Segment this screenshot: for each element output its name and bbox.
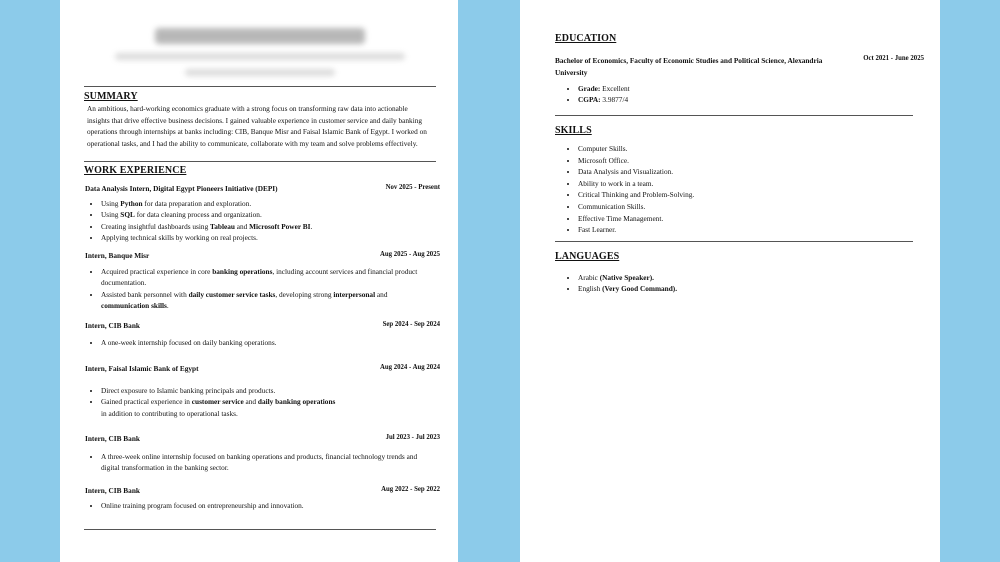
blurred-name xyxy=(155,28,365,44)
skill-item: • Effective Time Management. xyxy=(578,213,878,225)
divider xyxy=(555,241,913,242)
resume-page-2 xyxy=(520,0,940,562)
skill-item: • Ability to work in a team. xyxy=(578,178,878,190)
work-experience-heading: WORK EXPERIENCE xyxy=(84,165,187,176)
education-degree: Bachelor of Economics, Faculty of Economic Studies and Political Science, Alexandria University xyxy=(555,56,823,77)
skill-item: • Data Analysis and Visualization. xyxy=(578,166,878,178)
languages-heading: LANGUAGES xyxy=(555,251,620,262)
job-date: Nov 2025 - Present xyxy=(385,184,440,191)
job-bullet: • Creating insightful dashboards using Tableau and Microsoft Power BI. xyxy=(101,221,431,232)
divider xyxy=(555,115,913,116)
language-item: • Arabic (Native Speaker). xyxy=(578,272,878,283)
job-bullets xyxy=(83,500,431,511)
job-bullet: • Using SQL for data cleaning process and organization. xyxy=(101,209,431,220)
job-title: Intern, CIB Bank xyxy=(85,486,140,495)
skills-heading: SKILLS xyxy=(555,125,592,136)
skill-item: • Communication Skills. xyxy=(578,201,878,213)
job-bullet: • Using Python for data preparation and exploration. xyxy=(101,198,431,209)
summary-heading: SUMMARY xyxy=(84,91,138,102)
skills-list xyxy=(560,143,878,236)
job-title: Intern, CIB Bank xyxy=(85,434,140,443)
job-bullets xyxy=(83,198,431,243)
job-title: Intern, Banque Misr xyxy=(85,251,150,260)
languages-list xyxy=(560,272,878,295)
divider xyxy=(84,161,436,162)
education-cgpa: • CGPA: 3.9877/4 xyxy=(578,94,878,105)
job-bullet: • A one-week internship focused on daily banking operations. xyxy=(101,337,431,348)
blurred-contact-line-1 xyxy=(115,53,405,60)
job-bullets xyxy=(83,451,431,474)
job-bullet: • Online training program focused on entrepreneurship and innovation. xyxy=(101,500,431,511)
job-bullet: • Gained practical experience in customer service and daily banking operations in addition to contributing to operational tasks. xyxy=(101,396,341,419)
job-bullet: • Acquired practical experience in core banking operations, including account services and financial product documentation. xyxy=(101,266,431,289)
skill-item: • Microsoft Office. xyxy=(578,155,878,167)
summary-text: An ambitious, hard-working economics graduate with a strong focus on transforming raw data into actionable insights that drive effective business decisions. I gained valuable experience in customer service and daily banking operations through internships at banks including: CIB, Banque Misr and Faisal Islamic Bank of Egypt. I worked on operational tasks, and I had the ability to communicate, collaborate with my team and solve problems effectively. xyxy=(87,104,427,148)
education-grade: • Grade: Excellent xyxy=(578,83,878,94)
job-title: Intern, CIB Bank xyxy=(85,321,140,330)
job-bullets xyxy=(83,385,341,419)
job-bullets xyxy=(83,266,431,311)
job-bullet: • A three-week online internship focused on banking operations and products, financial technology trends and digital transformation in the banking sector. xyxy=(101,451,431,474)
divider xyxy=(84,529,436,530)
language-item: • English (Very Good Command). xyxy=(578,283,878,294)
job-bullet: • Assisted bank personnel with daily customer service tasks, developing strong interpersonal and communication skills. xyxy=(101,289,431,312)
education-date: Oct 2021 - June 2025 xyxy=(863,55,924,62)
resume-page-1 xyxy=(60,0,458,562)
education-heading: EDUCATION xyxy=(555,33,617,44)
job-bullet: • Applying technical skills by working on real projects. xyxy=(101,232,431,243)
skill-item: • Computer Skills. xyxy=(578,143,878,155)
job-title: Data Analysis Intern, Digital Egypt Pioneers Initiative (DEPI) xyxy=(85,184,278,193)
job-bullet: • Direct exposure to Islamic banking principals and products. xyxy=(101,385,341,396)
job-date: Aug 2022 - Sep 2022 xyxy=(381,486,440,493)
skill-item: • Fast Learner. xyxy=(578,224,878,236)
job-date: Aug 2025 - Aug 2025 xyxy=(379,251,440,258)
job-date: Sep 2024 - Sep 2024 xyxy=(382,321,440,328)
job-date: Jul 2023 - Jul 2023 xyxy=(385,434,440,441)
divider xyxy=(84,86,436,87)
education-details xyxy=(560,83,878,106)
job-title: Intern, Faisal Islamic Bank of Egypt xyxy=(85,364,199,373)
job-date: Aug 2024 - Aug 2024 xyxy=(379,364,440,371)
skill-item: • Critical Thinking and Problem-Solving. xyxy=(578,189,878,201)
blurred-contact-line-2 xyxy=(185,69,335,76)
job-bullets xyxy=(83,337,431,348)
